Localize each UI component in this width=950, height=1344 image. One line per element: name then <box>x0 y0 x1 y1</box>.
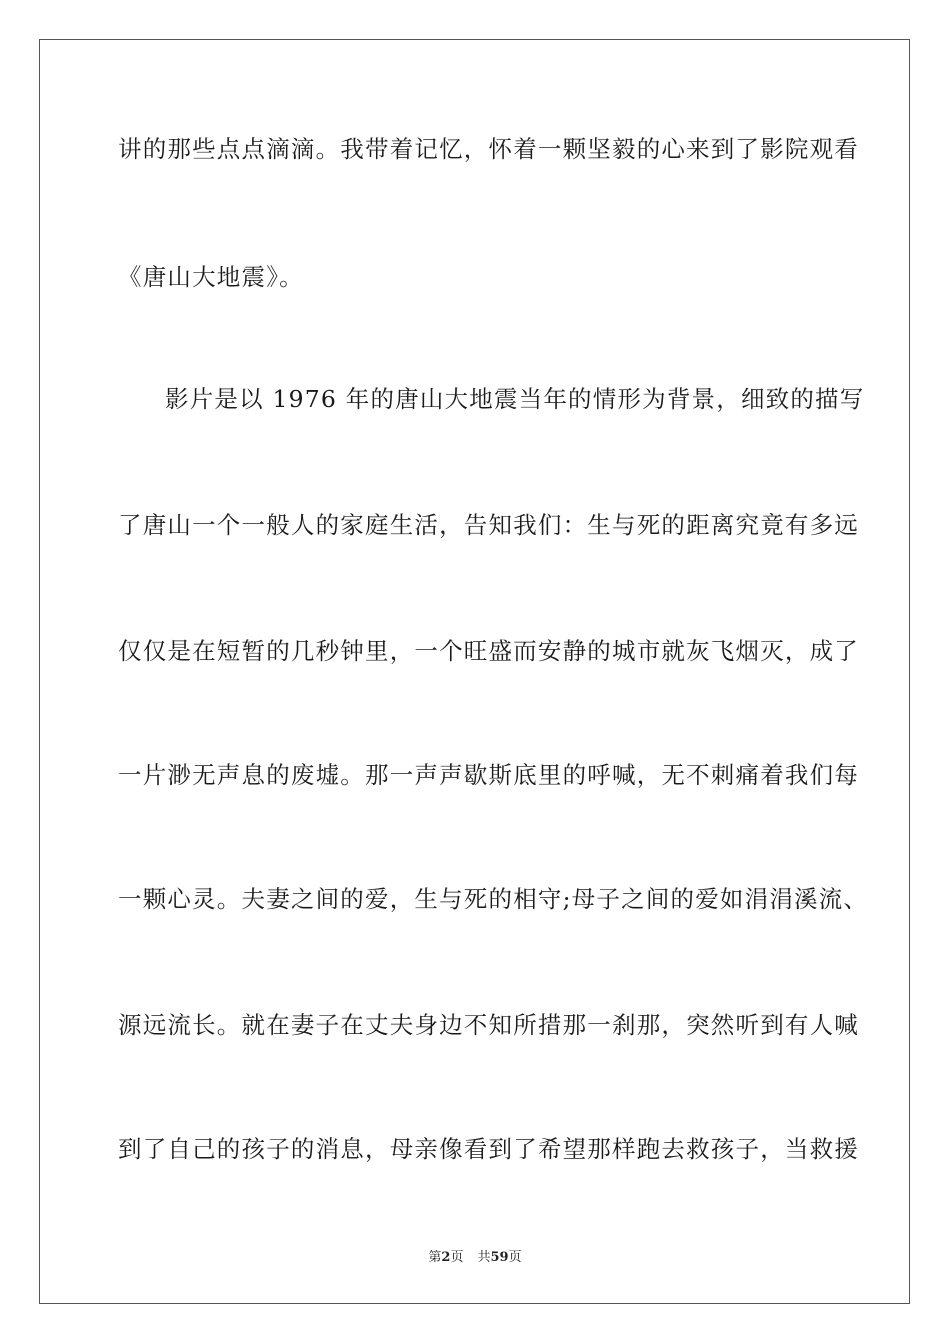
text-line-5: 仅仅是在短暂的几秒钟里，一个旺盛而安静的城市就灰飞烟灭，成了 <box>118 637 859 665</box>
page-number: 2 <box>441 1250 451 1265</box>
text-line-2: 《唐山大地震》。 <box>118 263 304 291</box>
page-footer <box>0 1249 950 1267</box>
total-suffix: 页 <box>508 1250 522 1265</box>
text-line-8: 源远流长。就在妻子在丈夫身边不知所措那一刹那，突然听到有人喊 <box>118 1011 859 1039</box>
page-prefix: 第 <box>428 1250 442 1265</box>
text-line-3: 影片是以 1976 年的唐山大地震当年的情形为背景，细致的描写 <box>165 385 865 413</box>
page-suffix: 页 <box>450 1250 464 1265</box>
text-line-9: 到了自己的孩子的消息，母亲像看到了希望那样跑去救孩子，当救援 <box>118 1135 859 1163</box>
text-line-7: 一颗心灵。夫妻之间的爱，生与死的相守;母子之间的爱如涓涓溪流、 <box>118 885 869 913</box>
text-line-1: 讲的那些点点滴滴。我带着记忆，怀着一颗坚毅的心来到了影院观看 <box>118 135 859 163</box>
page-border <box>39 39 910 1304</box>
text-line-6: 一片渺无声息的废墟。那一声声歇斯底里的呼喊，无不刺痛着我们每 <box>118 761 859 789</box>
total-prefix: 共 <box>477 1250 491 1265</box>
text-line-4: 了唐山一个一般人的家庭生活，告知我们：生与死的距离究竟有多远 <box>118 511 859 539</box>
total-pages: 59 <box>490 1250 509 1265</box>
